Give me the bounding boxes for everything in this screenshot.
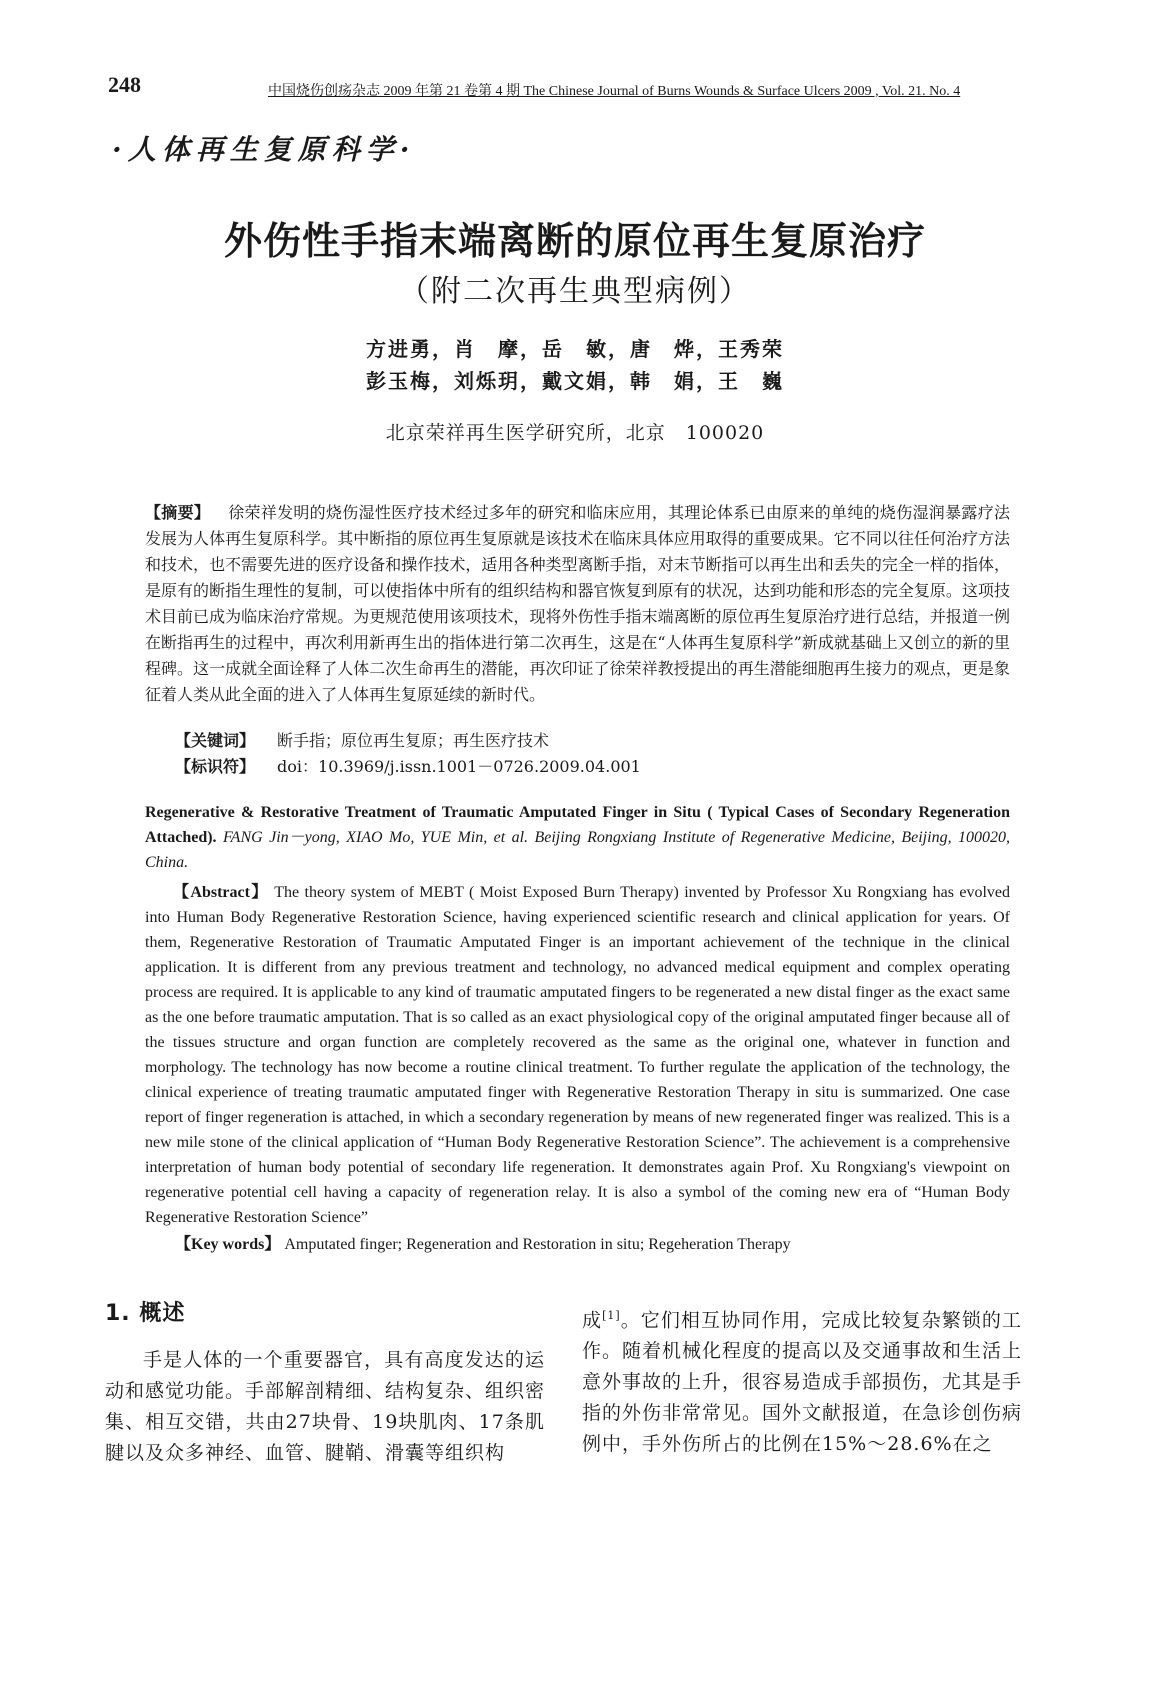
english-abstract [145,880,1010,1230]
chinese-keywords-text: 断手指；原位再生复原；再生医疗技术 [277,731,550,750]
english-authors: FANG Jin－yong, XIAO Mo, YUE Min, et al. Beijing Rongxiang Institute of Regenerative Medicine, Beijing, 100020, China. [145,829,1010,871]
body-continuation-start: 成 [582,1309,603,1332]
body-paragraph: 手是人体的一个重要器官，具有高度发达的运动和感觉功能。手部解剖精细、结构复杂、组织密集、相互交错，共由27块骨、19块肌肉、17条肌腱以及众多神经、血管、腱鞘、滑囊等组织构 [105,1349,546,1464]
english-keywords-text: Amputated finger; Regeneration and Restoration in situ; Regeheration Therapy [280,1236,791,1253]
section-heading-text: 1. 概述 [105,1301,186,1326]
chinese-abstract-label: 【摘要】 [145,503,211,522]
doi-text: doi：10.3969/j.issn.1001－0726.2009.04.001 [277,757,641,776]
body-right-column [582,1300,1022,1460]
chinese-identifier-label: 【标识符】 [175,757,256,776]
body-continuation: 。它们相互协同作用，完成比较复杂繁锁的工作。随着机械化程度的提高以及交通事故和生活上意外事故的上升，很容易造成手部损伤，尤其是手指的外伤非常常见。国外文献报道，在急诊创伤病例中，手外伤所占的比例在15%～28.6%在之 [582,1309,1023,1456]
english-title-block [145,800,1010,875]
english-title: Regenerative & Restorative Treatment of Traumatic Amputated Finger in Situ ( Typical Cases of Secondary Regeneration Attached). [145,804,1010,846]
english-abstract-text: The theory system of MEBT ( Moist Exposed Burn Therapy) invented by Professor Xu Rongxiang has evolved into Human Body Regenerative Restoration Science, having experienced scientific research and clinical application for years. Of them, Regenerative Restoration of Traumatic Amputated Finger is an important achievement of the technique in the clinical application. It is different from any previous treatment and technology, no advanced medical equipment and complex operating process are required. It is applicable to any kind of traumatic amputated fingers to be regenerated a new distal finger as the exact same as the one before traumatic amputation. That is so called as an exact physiological copy of the original amputated finger because all of the tissues structure and organ function are completely recovered as the same as the original one, whatever in function and morphology. The technology has now become a routine clinical treatment. To further regulate the application of the technology, the clinical experience of treating traumatic amputated finger with Regenerative Restoration Therapy in situ is summarized. One case report of finger regeneration is attached, in which a secondary regeneration by means of new regenerated finger was realized. This is a new mile stone of the clinical application of “Human Body Regenerative Restoration Science”. The achievement is a comprehensive interpretation of human body potential of secondary life regeneration. It demonstrates again Prof. Xu Rongxiang's viewpoint on regenerative potential cell having a capacity of regeneration relay. It is also a symbol of the coming new era of “Human Body Regenerative Restoration Science” [145,884,1010,1226]
body-left-column [105,1345,545,1469]
page-number: 248 [108,72,141,97]
article-subtitle: （附二次再生典型病例） [399,274,751,309]
authors-line-2: 彭玉梅，刘烁玥，戴文娟，韩 娟，王 巍 [366,369,784,393]
chinese-abstract-text: 徐荣祥发明的烧伤湿性医疗技术经过多年的研究和临床应用，其理论体系已由原来的单纯的烧伤湿润暴露疗法发展为人体再生复原科学。其中断指的原位再生复原就是该技术在临床具体应用取得的重要成果。它不同以往任何治疗方法和技术，也不需要先进的医疗设备和操作技术，适用各种类型离断手指，对末节断指可以再生出和丢失的完全一样的指体，是原有的断指生理性的复制，可以使指体中所有的组织结构和器官恢复到原有的状况，达到功能和形态的完全复原。这项技术目前已成为临床治疗常规。为更规范使用该项技术，现将外伤性手指末端离断的原位再生复原治疗进行总结，并报道一例在断指再生的过程中，再次利用新再生出的指体进行第二次再生，这是在“人体再生复原科学”新成就基础上又创立的新的里程碑。这一成就全面诠释了人体二次生命再生的潜能，再次印证了徐荣祥教授提出的再生潜能细胞再生接力的观点，更是象征着人类从此全面的进入了人体再生复原延续的新时代。 [145,503,1010,704]
english-keywords-label: 【Key words】 [175,1236,281,1253]
article-title: 外伤性手指末端离断的原位再生复原治疗 [223,219,926,263]
running-title: 中国烧伤创疡杂志 2009 年第 21 卷第 4 期 The Chinese Journal of Burns Wounds & Surface Ulcers 2009 , Vol. 21. No. 4 [268,84,961,99]
page-header [108,70,1088,100]
english-abstract-label: 【Abstract】 [173,884,269,901]
affiliation: 北京荣祥再生医学研究所，北京 100020 [385,422,765,444]
authors-line-1: 方进勇，肖 摩，岳 敏，唐 烨，王秀荣 [366,337,784,361]
reference-marker[interactable]: [1] [602,1309,621,1322]
english-keywords [175,1232,1010,1257]
section-heading [105,1296,185,1331]
chinese-keywords [175,728,549,754]
chinese-identifier [175,754,641,780]
section-label: ·人体再生复原科学· [112,133,416,166]
chinese-abstract [145,500,1010,708]
chinese-keywords-label: 【关键词】 [175,731,256,750]
